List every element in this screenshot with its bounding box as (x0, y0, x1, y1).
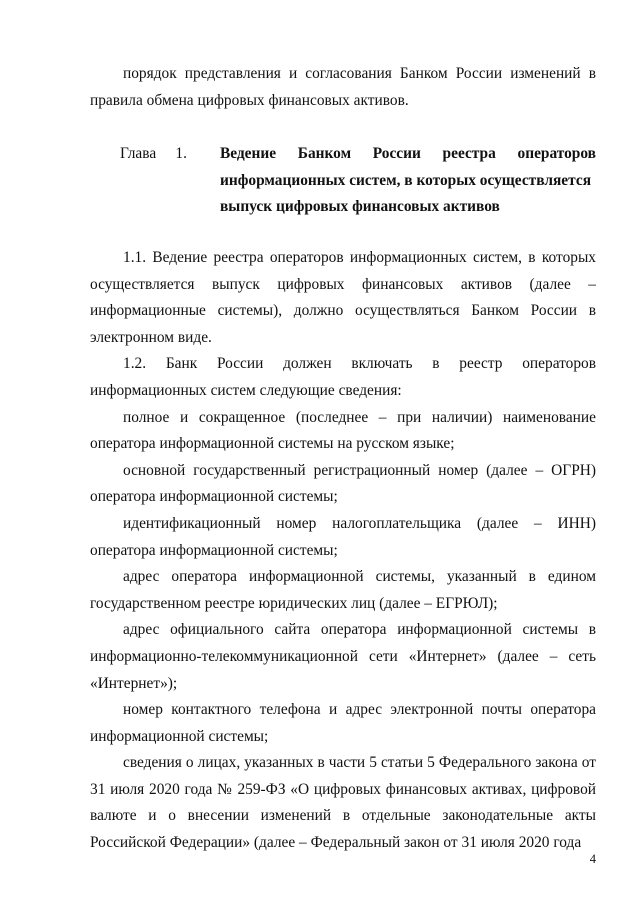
paragraph: номер контактного телефона и адрес электронной почты оператора информационной системы; (90, 701, 596, 745)
chapter-label: Глава 1. (120, 145, 187, 162)
page-number: 4 (589, 852, 596, 866)
paragraph: идентификационный номер налогоплательщика (далее – ИНН) оператора информационной системы; (90, 514, 596, 559)
paragraph: 1.1. Ведение реестра операторов информационных систем, в которых осуществляется выпуск цифровых финансовых активов (далее – информационные системы), должно осуществляться Банком России в электронном виде. (90, 249, 596, 346)
chapter-title-line: информационных систем, в которых осуществляется (220, 171, 592, 189)
paragraph: сведения о лицах, указанных в части 5 статьи 5 Федерального закона от 31 июля 2020 года № 259-ФЗ «О цифровых финансовых активах, цифровой валюте и о внесении изменений в отдельные законодательные акты Российской Федерации» (далее – Федеральный закон от 31 июля 2020 года (90, 754, 596, 852)
chapter-title-line: выпуск цифровых финансовых активов (220, 198, 500, 216)
paragraph: 1.2. Банк России должен включать в реестр операторов информационных систем следующие сведения: (90, 355, 596, 399)
intro-paragraph (90, 61, 596, 114)
paragraph: основной государственный регистрационный номер (далее – ОГРН) оператора информационной системы; (90, 461, 596, 506)
paragraph: адрес оператора информационной системы, указанный в едином государственном реестре юридических лиц (далее – ЕГРЮЛ); (90, 568, 596, 612)
paragraph: адрес официального сайта оператора информационной системы в информационно-телекоммуникационной сети «Интернет» (далее – сеть «Интернет»); (90, 621, 596, 692)
paragraph: полное и сокращенное (последнее – при наличии) наименование оператора информационной системы на русском языке; (90, 408, 596, 453)
body-text (90, 245, 596, 857)
intro-text: порядок представления и согласования Банком России изменений в правила обмена цифровых финансовых активов. (90, 65, 596, 109)
chapter-title (220, 141, 596, 221)
chapter-title-line: Ведение Банком России реестра операторов (220, 145, 596, 162)
